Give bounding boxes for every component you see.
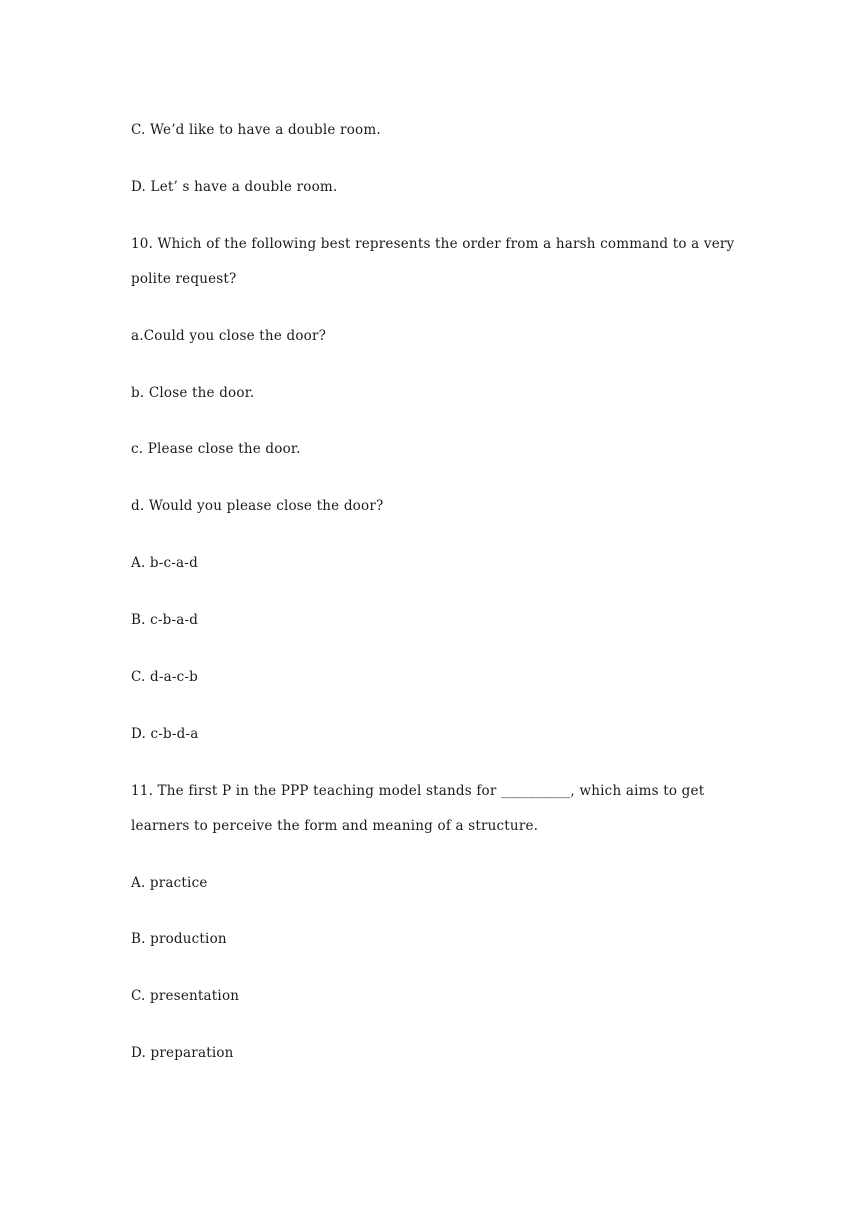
q11-option-c: C. presentation (131, 988, 240, 1004)
q10-stem-line1: 10. Which of the following best represents the order from a harsh command to a very (131, 236, 735, 252)
q11-option-a: A. practice (131, 875, 208, 891)
q10-option-b: B. c-b-a-d (131, 612, 199, 628)
q11-stem-line2: learners to perceive the form and meaning of a structure. (131, 818, 539, 834)
q10-item-a: a.Could you close the door? (131, 328, 327, 344)
q9-option-d: D. Let’ s have a double room. (131, 179, 338, 195)
q9-option-c: C. We’d like to have a double room. (131, 122, 381, 138)
q10-item-d: d. Would you please close the door? (131, 498, 384, 514)
q11-option-d: D. preparation (131, 1045, 234, 1061)
q11-option-b: B. production (131, 931, 227, 947)
q11-stem-line1: 11. The first P in the PPP teaching model stands for __________, which aims to get (131, 783, 705, 799)
q10-option-c: C. d-a-c-b (131, 669, 199, 685)
q10-option-a: A. b-c-a-d (131, 555, 198, 571)
q10-item-c: c. Please close the door. (131, 441, 301, 457)
q10-option-d: D. c-b-d-a (131, 726, 199, 742)
q10-item-b: b. Close the door. (131, 385, 255, 401)
q10-stem-line2: polite request? (131, 271, 237, 287)
